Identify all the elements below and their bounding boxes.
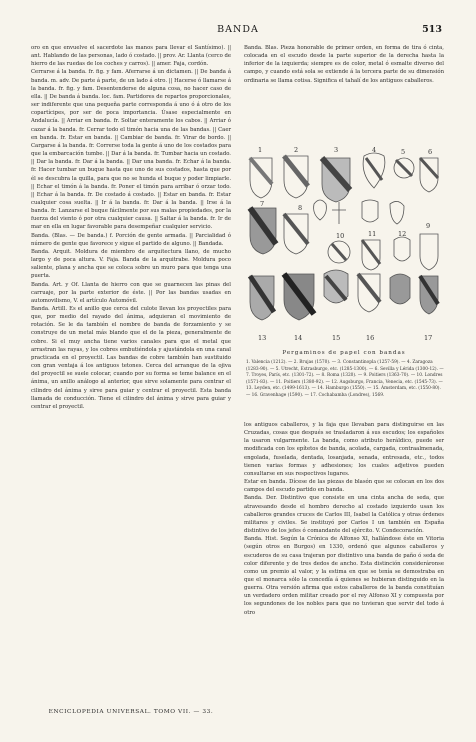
fig-label: 6 bbox=[428, 148, 433, 156]
fig-label: 12 bbox=[398, 230, 407, 238]
left-paragraph: Banda. (Blas. — De banda.) f. Porción de gente armada. || Parcialidad ó número de gente que favorece y sigue el partido de alguno. || Bandada. bbox=[31, 232, 231, 247]
fig-label: 2 bbox=[294, 146, 299, 154]
fig-label: 17 bbox=[424, 334, 433, 342]
figure-title: Pergaminos de papel con bandas bbox=[282, 350, 406, 356]
fig-label: 9 bbox=[426, 222, 431, 230]
figure-caption: 1. Valencia (1212). — 2. Brujas (1570). — 3. Constantinopla (1257-59). — 4. Zaragoza (1283-90). — 5. Utrecht, Estrasburgo, etc. (1285-1300). — 6. Sevilla y Lérida (1300-12). — 7. Troyes, París, etc. (1301-72). — 8. Roma (1320). — 9. Poitiers (1363-70). — 10. Londres (1571-83). — 11. Poitiers (1380-92). — 12. Augsburgo, Francia, Venecia, etc. (1545-73). — 13. Leyden, etc. (1499-1613). — 14. Hamburgo (1550). — 15. Ámsterdam, etc. (1550-80). — 16. Gravenhage (1590). — 17. Cochabamba (Londres), 1569. bbox=[246, 360, 444, 398]
fig-label: 15 bbox=[332, 334, 341, 342]
running-header bbox=[0, 24, 476, 40]
right-paragraph: Estar en banda. Dícese de las piezas de blasón que se colocan en los dos campos del escudo partido en banda. bbox=[244, 479, 444, 494]
right-column-top bbox=[244, 44, 444, 85]
watermark-illustration bbox=[244, 144, 444, 350]
fig-label: 16 bbox=[366, 334, 375, 342]
fig-label: 11 bbox=[368, 230, 377, 238]
right-paragraph: Banda. Blas. Pieza honorable de primer orden, en forma de tira ó cinta, colocada en el escudo desde la parte superior de la derecha hasta la inferior de la izquierda; siempre es de color, metal ó esmalte diverso del campo, y cuando está sola se extiende á la tercera parte de su dimensión ordinaria se llama cotisa. Significa el tahalí de los antiguos caballeros. bbox=[244, 45, 444, 84]
fig-label: 3 bbox=[334, 146, 339, 154]
left-paragraph: oro en que envuelve el sacerdote las manos para llevar el Santísimo). || ant. Hablando de las personas, lado ó costado. || prov. Ar. Llanta (cerco de hierro de las ruedas de los coches y carros). || amer. Faja, cordón. bbox=[31, 45, 231, 68]
fig-label: 4 bbox=[372, 146, 377, 154]
fig-label: 5 bbox=[401, 148, 406, 156]
right-paragraph: los antiguos caballeros, y la faja que llevaban para distinguirse en las Cruzadas, cosas que después se trasladaron á sus escudos; los españoles la usaron vulgarmente. La banda, como atributo heráldico, puede ser modificada con los epítetos de banda, acolada, cargada, contraalmenada, engolada, fuselada, dentada, losanjada, senada, entresada, etc., todos tienen varias formas y adhesiones; los cuales adjetivos pueden consultarse en sus respectivos lugares. bbox=[244, 422, 444, 477]
fig-label: 1 bbox=[258, 146, 263, 154]
page-number: 513 bbox=[422, 24, 442, 35]
left-paragraph: Banda. Artill. Es el anillo que cerca del culote llevan los proyectiles para que, por medio del rayado del ánima, adquieran el movimiento de rotación. Se le da también el nombre de banda de forzamiento y se construye de un metal más blando que el de la pieza, generalmente de cobre. Si el muy ancha tiene varios canales para que el metal que arrastran las rayas, y los cobres embutiéndola y ajustándola en una canal practicada en el proyectil. Las bandas de cobre también han sustituido con gran ventaja á los antiguos tetones. Cerca del arranque de la ojiva del proyectil se suele colocar, cuando por su forma se teme balance en el ánima, un anillo análogo al anterior, que sirve solamente para centrar el cilindro del ánima y sirve para guiar y centrar el proyectil. Esta banda llamada de conducción. Tiene el cilindro del ánima y sirve para guiar y centrar el proyectil. bbox=[31, 306, 231, 410]
right-column-bottom bbox=[244, 421, 444, 617]
fig-label: 8 bbox=[298, 204, 303, 212]
page-footer: ENCICLOPEDIA UNIVERSAL. TOMO VII. — 33. bbox=[48, 709, 214, 715]
fig-label: 14 bbox=[294, 334, 303, 342]
fig-label: 10 bbox=[336, 232, 345, 240]
fig-label: 13 bbox=[258, 334, 267, 342]
left-paragraph: Banda. Arquit. Moldura de miembro de arquitectura llano, de mucho largo y de poca altura. V. Faja. Banda de la arquitrabe. Moldura poco saliente, plana y ancha que se coloca sobre un muro para que tenga una puerta. bbox=[31, 248, 231, 280]
right-paragraph: Banda. Hist. Según la Crónica de Alfonso XI, hallándose éste en Vitoria (según otros en Burgos) en 1330, ordenó que algunos caballeros y escuderos de su casa trajeran por distintivo una banda de paño ó seda de color diferente y de tres dedos de ancho. Esta distinción consideráronse como un premio al valor, y la estima en que se tenía se demostraba en que el monarca sólo la concedía á quienes se hubieran distinguido en la guerra. Otra versión afirma que estos caballeros de la banda constituían un verdadero orden militar creado por el rey Alfonso XI y compuesta por los segundones de los nobles para que no tuvieran que servir del todo á otro bbox=[244, 536, 444, 616]
page-title: BANDA bbox=[217, 24, 259, 35]
left-column bbox=[31, 44, 231, 411]
right-paragraph: Banda. Der. Distintivo que consiste en una cinta ancha de seda, que atravesando desde el hombro derecho al costado izquierdo usan los caballeros grandes cruces de Carlos III, Isabel la Católica y otras órdenes militares y civiles. Se instituyó por Carlos I un también en España distintivo de los jefes ó comandante del ejército. V. Condecoración. bbox=[244, 495, 444, 535]
watermark-figure bbox=[244, 144, 444, 350]
fig-label: 7 bbox=[260, 200, 265, 208]
left-paragraph: Banda. Art. y Of. Llanta de hierro con que se guarnecen las pinas del carruaje, por la parte exterior de éste. || Por las bandas usadas en automovilismo, V. el artículo Automóvil. bbox=[31, 281, 231, 304]
left-paragraph: Cerrarse á la banda. fr. fig. y fam. Aferrarse á un dictamen. || De banda á banda. m. adv. De parte á parte, de un lado á otro. || Hacerse ó llamarse á la banda. fr. fig. y fam. Desentenderse de alguna cosa, no hacer caso de ella. || De banda á banda. loc. fam. Partidores de repartos proporcionales, ser indiferente que una pequeña parte corresponda á uno ó á otro de los copartícipes, por ser de poca importancia. Úsase especialmente en Andalucía. || Arriar en banda. fr. Soltar enteramente los cabos. || Arriar ó cazar á la banda. fr. Cerrar todo el timón hacia una de las bandas. || Caer en banda. fr. Estar en banda. || Cambiar de banda. fr. Virar de bordo. || Cargarse á la banda. fr. Correrse toda la gente á uno de los costados para que la embarcación tumbe. || Dar á la banda. fr. Tumbar hacia un costado. || Dar la banda. fr. Dar á la banda. || Dar una banda. fr. Echar á la banda. fr. Hacer tumbar un buque hasta que uno de sus costados, hasta que por él se descubra la quilla, para que no se hunda el buque y poder limpiarle. || Echar el timón á la banda. fr. Poner el timón para arribar ó orzar todo. || Echar á la banda. fr. De costado á costado. || Estar en banda. fr. Estar cualquier cosa suelta. || Ir á la banda. fr. Dar á la banda. || Irse á la banda. fr. Lanzarse el buque fácilmente por sus malas propiedades, por la fuerza del viento ó por otra cualquier causa. || Saltar á la banda. fr. Ir de mar en ella en lugar favorable para desempeñar cualquier servicio. bbox=[31, 69, 231, 231]
